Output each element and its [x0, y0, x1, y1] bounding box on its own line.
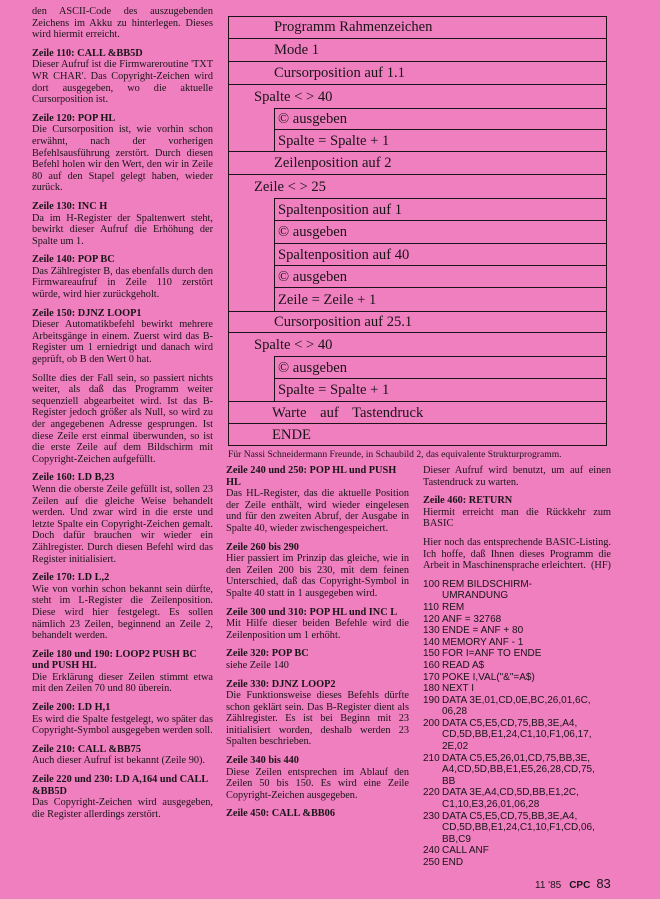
diagram-row: Zeilenposition auf 2	[228, 151, 607, 174]
listing-line	[423, 764, 611, 776]
line-number: 160	[423, 659, 440, 671]
line-number: 240	[423, 845, 440, 857]
listing-code: DATA C5,E5,CD,75,BB,3E,A4,	[442, 810, 578, 822]
paragraph: Diese Zeilen entsprechen im Ablauf den Zeilen 50 bis 150. Es wird eine Zeile Copyright-Zeichen ausgegeben.	[226, 766, 409, 801]
line-number: 250	[423, 857, 440, 868]
diagram-caption: Für Nassi Schneidermann Freunde, in Schaubild 2, das equivalente Strukturprogramm.	[228, 449, 562, 460]
paragraph: Dieser Aufruf wird benutzt, um auf einen Tastendruck zu warten.	[423, 465, 611, 488]
section-heading: Zeile 320: POP BC	[226, 648, 309, 660]
listing-code: POKE I,VAL("&"=A$)	[442, 671, 535, 683]
structure-diagram	[228, 16, 607, 446]
listing-line	[423, 811, 611, 823]
diagram-row: Spalte < > 40	[228, 332, 607, 356]
section-heading: Zeile 170: LD L,2	[32, 572, 110, 584]
paragraph: Wenn die oberste Zeile gefüllt ist, sollen 23 Zeilen auf die gleiche Weise behandelt werden. Und zwar wird in die erste und letzte Spalte ein Copyright-Zeichen gemalt. Doch dafür brauchen wir wieder ein Zählregister. Durch diesen Befehl wird das Register initialisiert.	[32, 483, 213, 565]
listing-code: ANF = 32768	[442, 613, 502, 625]
loop-bracket-line	[274, 198, 275, 311]
listing-line	[423, 683, 611, 695]
line-number: 110	[423, 601, 439, 613]
line-number: 170	[423, 671, 440, 683]
listing-line	[423, 590, 611, 602]
line-number: 150	[423, 648, 440, 660]
paragraph: Auch dieser Aufruf ist bekannt (Zeile 90).	[32, 755, 205, 767]
listing-code: 2E,02	[442, 741, 469, 753]
listing-line	[423, 718, 611, 730]
listing-code: DATA C5,E5,26,01,CD,75,BB,3E,	[442, 752, 591, 764]
paragraph: Das HL-Register, das die aktuelle Position der Zeile enthält, wird wieder eingelesen und für den zweiten Abruf, der Ausgabe in Spalte 40, wieder zwischengespeichert.	[226, 488, 409, 534]
section-heading: Zeile 240 und 250: POP HL und PUSH HL	[226, 465, 397, 488]
listing-code: DATA 3E,A4,CD,5D,BB,E1,2C,	[442, 787, 579, 799]
listing-code: END	[442, 857, 464, 868]
listing-line	[423, 695, 611, 707]
issue-date: 11 '85	[535, 880, 562, 891]
section-heading: Zeile 210: CALL &BB75	[32, 743, 141, 755]
listing-line	[423, 787, 611, 799]
line-number: 230	[423, 810, 440, 822]
paragraph: Hiermit erreicht man die Rückkehr zum BASIC	[423, 506, 611, 530]
paragraph: Die Erklärung dieser Zeilen stimmt etwa mit den Zeilen 70 und 80 überein.	[32, 671, 213, 695]
line-number: 190	[423, 694, 440, 706]
section-heading: Zeile 160: LD B,23	[32, 472, 115, 484]
section-heading: Zeile 200: LD H,1	[32, 702, 111, 714]
listing-code: BB	[442, 775, 456, 787]
listing-code: DATA C5,E5,CD,75,BB,3E,A4,	[442, 717, 578, 729]
listing-line	[423, 672, 611, 684]
listing-line	[423, 625, 611, 637]
listing-line	[423, 614, 611, 626]
paragraph: siehe Zeile 140	[226, 659, 289, 671]
loop-bracket-line	[274, 108, 275, 151]
diagram-row: © ausgeben	[274, 265, 607, 287]
section-heading: Zeile 260 bis 290	[226, 541, 299, 553]
diagram-row: Zeile = Zeile + 1	[274, 287, 607, 311]
listing-code: READ A$	[442, 659, 485, 671]
listing-line	[423, 822, 611, 834]
listing-code: ENDE = ANF + 80	[442, 625, 524, 637]
line-number: 210	[423, 752, 440, 764]
right-column	[423, 465, 611, 869]
listing-line	[423, 729, 611, 741]
page-footer	[535, 876, 611, 891]
basic-intro: Hier noch das entsprechende BASIC-Listing. Ich hoffe, daß Ihnen dieses Programm die Arbeit in Maschinensprache erleichtert.	[423, 536, 611, 572]
diagram-row: Spalte = Spalte + 1	[274, 378, 607, 401]
listing-line	[423, 799, 611, 811]
listing-code: DATA 3E,01,CD,0E,BC,26,01,6C,	[442, 694, 591, 706]
line-number: 180	[423, 683, 440, 695]
listing-code: BB,C9	[442, 833, 471, 845]
line-number: 220	[423, 787, 440, 799]
basic-listing	[423, 579, 611, 869]
paragraph: Dieser Aufruf ist die Firmwareroutine 'TXT WR CHAR'. Das Copyright-Zeichen wird dort ausgegeben, wo die aktuelle Cursorposition ist.	[32, 59, 213, 106]
section-heading: Zeile 130: INC H	[32, 200, 108, 212]
line-number: 130	[423, 625, 440, 637]
listing-line	[423, 753, 611, 765]
listing-line	[423, 857, 611, 869]
paragraph: Es wird die Spalte festgelegt, wo später das Copyright-Symbol ausgegeben werden soll.	[32, 713, 213, 737]
listing-line	[423, 602, 611, 614]
paragraph: Wie von vorhin schon bekannt sein dürfte, steht im L-Register die Zeilenposition. Diese wird hier festgelegt. Es sollen nämlich 23 Zeilen, beginnend an Zeile 2, behandelt werden.	[32, 583, 213, 642]
author-initials: (HF)	[590, 560, 611, 572]
listing-code: C1,10,E3,26,01,06,28	[442, 799, 540, 811]
paragraph: Sollte dies der Fall sein, so passiert nichts weiter, als daß das Programm weiter sequenziell abgearbeitet wird. Ist das B-Register jedoch größer als Null, so wird zu der angegebenen Adresse gesprungen. Ist diese Zeile erst einmal überwunden, so ist die erste Zeile auf dem Bildschirm mit Copyright-Zeichen aufgefüllt.	[32, 372, 213, 465]
paragraph: den ASCII-Code des auszugebenden Zeichens im Akku zu hinterlegen. Dieses wird hiermit erreicht.	[32, 6, 213, 41]
loop-bracket-line	[274, 356, 275, 401]
left-column	[32, 6, 213, 827]
diagram-row: Mode 1	[228, 38, 607, 61]
line-number: 120	[423, 613, 440, 625]
diagram-row: Programm Rahmenzeichen	[274, 19, 433, 35]
listing-code: REM BILDSCHIRM-	[442, 578, 533, 590]
diagram-row: © ausgeben	[274, 220, 607, 243]
diagram-row: Zeile < > 25	[228, 174, 607, 198]
section-heading: Zeile 340 bis 440	[226, 755, 299, 767]
paragraph	[423, 537, 611, 572]
section-heading: Zeile 120: POP HL	[32, 112, 116, 124]
diagram-row: Spaltenposition auf 1	[274, 198, 607, 220]
diagram-row: Warte auf Tastendruck	[228, 401, 607, 423]
listing-line	[423, 776, 611, 788]
section-heading: Zeile 180 und 190: LOOP2 PUSH BC und PUSH HL	[32, 648, 197, 672]
magazine-name: CPC	[569, 880, 591, 891]
listing-line	[423, 845, 611, 857]
listing-line	[423, 637, 611, 649]
paragraph: Die Cursorposition ist, wie vorhin schon erwähnt, nach der vorherigen Befehlsausführung zerstört. Durch diesen Befehl holen wir den Wert, den wir in Zeile 80 auf den Stapel gelegt haben, wieder zurück.	[32, 124, 213, 194]
listing-line	[423, 834, 611, 846]
diagram-row: ENDE	[228, 423, 607, 446]
diagram-row: Spaltenposition auf 40	[274, 243, 607, 265]
middle-column	[226, 465, 409, 820]
listing-line	[423, 706, 611, 718]
section-heading: Zeile 300 und 310: POP HL und INC L	[226, 606, 398, 618]
paragraph: Da im H-Register der Spaltenwert steht, bewirkt dieser Aufruf die Erhöhung der Spalte um 1.	[32, 212, 213, 247]
listing-code: CD,5D,BB,E1,24,C1,10,F1,CD,06,	[442, 822, 595, 834]
listing-line	[423, 741, 611, 753]
line-number: 100	[423, 578, 440, 590]
diagram-row: Cursorposition auf 25.1	[228, 311, 607, 332]
section-heading: Zeile 150: DJNZ LOOP1	[32, 307, 142, 319]
diagram-row: Spalte < > 40	[228, 84, 607, 108]
listing-line	[423, 579, 611, 591]
diagram-row: © ausgeben	[274, 108, 607, 129]
paragraph: Mit Hilfe dieser beiden Befehle wird die Zeilenposition um 1 erhöht.	[226, 618, 409, 641]
diagram-row: © ausgeben	[274, 356, 607, 378]
paragraph: Hier passiert im Prinzip das gleiche, wie in den Zeilen 200 bis 230, mit dem feinen Unterschied, daß das Copyright-Symbol in Spalte 40 statt in 1 ausgegeben wird.	[226, 553, 409, 599]
page-number: 83	[596, 876, 611, 891]
line-number: 200	[423, 717, 440, 729]
diagram-row: Cursorposition auf 1.1	[228, 61, 607, 84]
paragraph: Das Copyright-Zeichen wird ausgegeben, die Register allerdings zerstört.	[32, 797, 213, 820]
listing-code: CD,5D,BB,E1,24,C1,10,F1,06,17,	[442, 729, 592, 741]
section-heading: Zeile 450: CALL &BB06	[226, 808, 335, 820]
listing-code: UMRANDUNG	[442, 590, 509, 602]
listing-code: REM	[442, 601, 465, 613]
section-heading: Zeile 140: POP BC	[32, 254, 115, 266]
paragraph: Die Funktionsweise dieses Befehls dürfte schon geklärt sein. Das B-Register dient als Zählregister. Es ist bei Beginn mit 23 initialisiert worden, deshalb werden 23 Spalten beschrieben.	[226, 690, 409, 748]
listing-code: FOR I=ANF TO ENDE	[442, 648, 542, 660]
section-heading: Zeile 110: CALL &BB5D	[32, 47, 143, 59]
paragraph: Dieser Automatikbefehl bewirkt mehrere Arbeitsgänge in einem. Zuerst wird das B-Register um 1 erniedrigt und danach wird geprüft, ob B den Wert 0 hat.	[32, 319, 213, 366]
line-number: 140	[423, 636, 440, 648]
diagram-row: Spalte = Spalte + 1	[274, 129, 607, 151]
listing-line	[423, 660, 611, 672]
listing-line	[423, 648, 611, 660]
paragraph: Das Zählregister B, das ebenfalls durch den Firmwareaufruf in Zeile 110 zerstört würde, wird hier zurückgeholt.	[32, 265, 213, 301]
listing-code: MEMORY ANF - 1	[442, 636, 524, 648]
section-heading: Zeile 220 und 230: LD A,164 und CALL &BB5D	[32, 774, 208, 797]
listing-code: 06,28	[442, 706, 468, 718]
listing-code: CALL ANF	[442, 845, 489, 857]
listing-code: A4,CD,5D,BB,E1,E5,26,28,CD,75,	[442, 764, 595, 776]
section-heading: Zeile 330: DJNZ LOOP2	[226, 678, 336, 690]
section-heading: Zeile 460: RETURN	[423, 495, 513, 507]
listing-code: NEXT I	[442, 683, 475, 695]
